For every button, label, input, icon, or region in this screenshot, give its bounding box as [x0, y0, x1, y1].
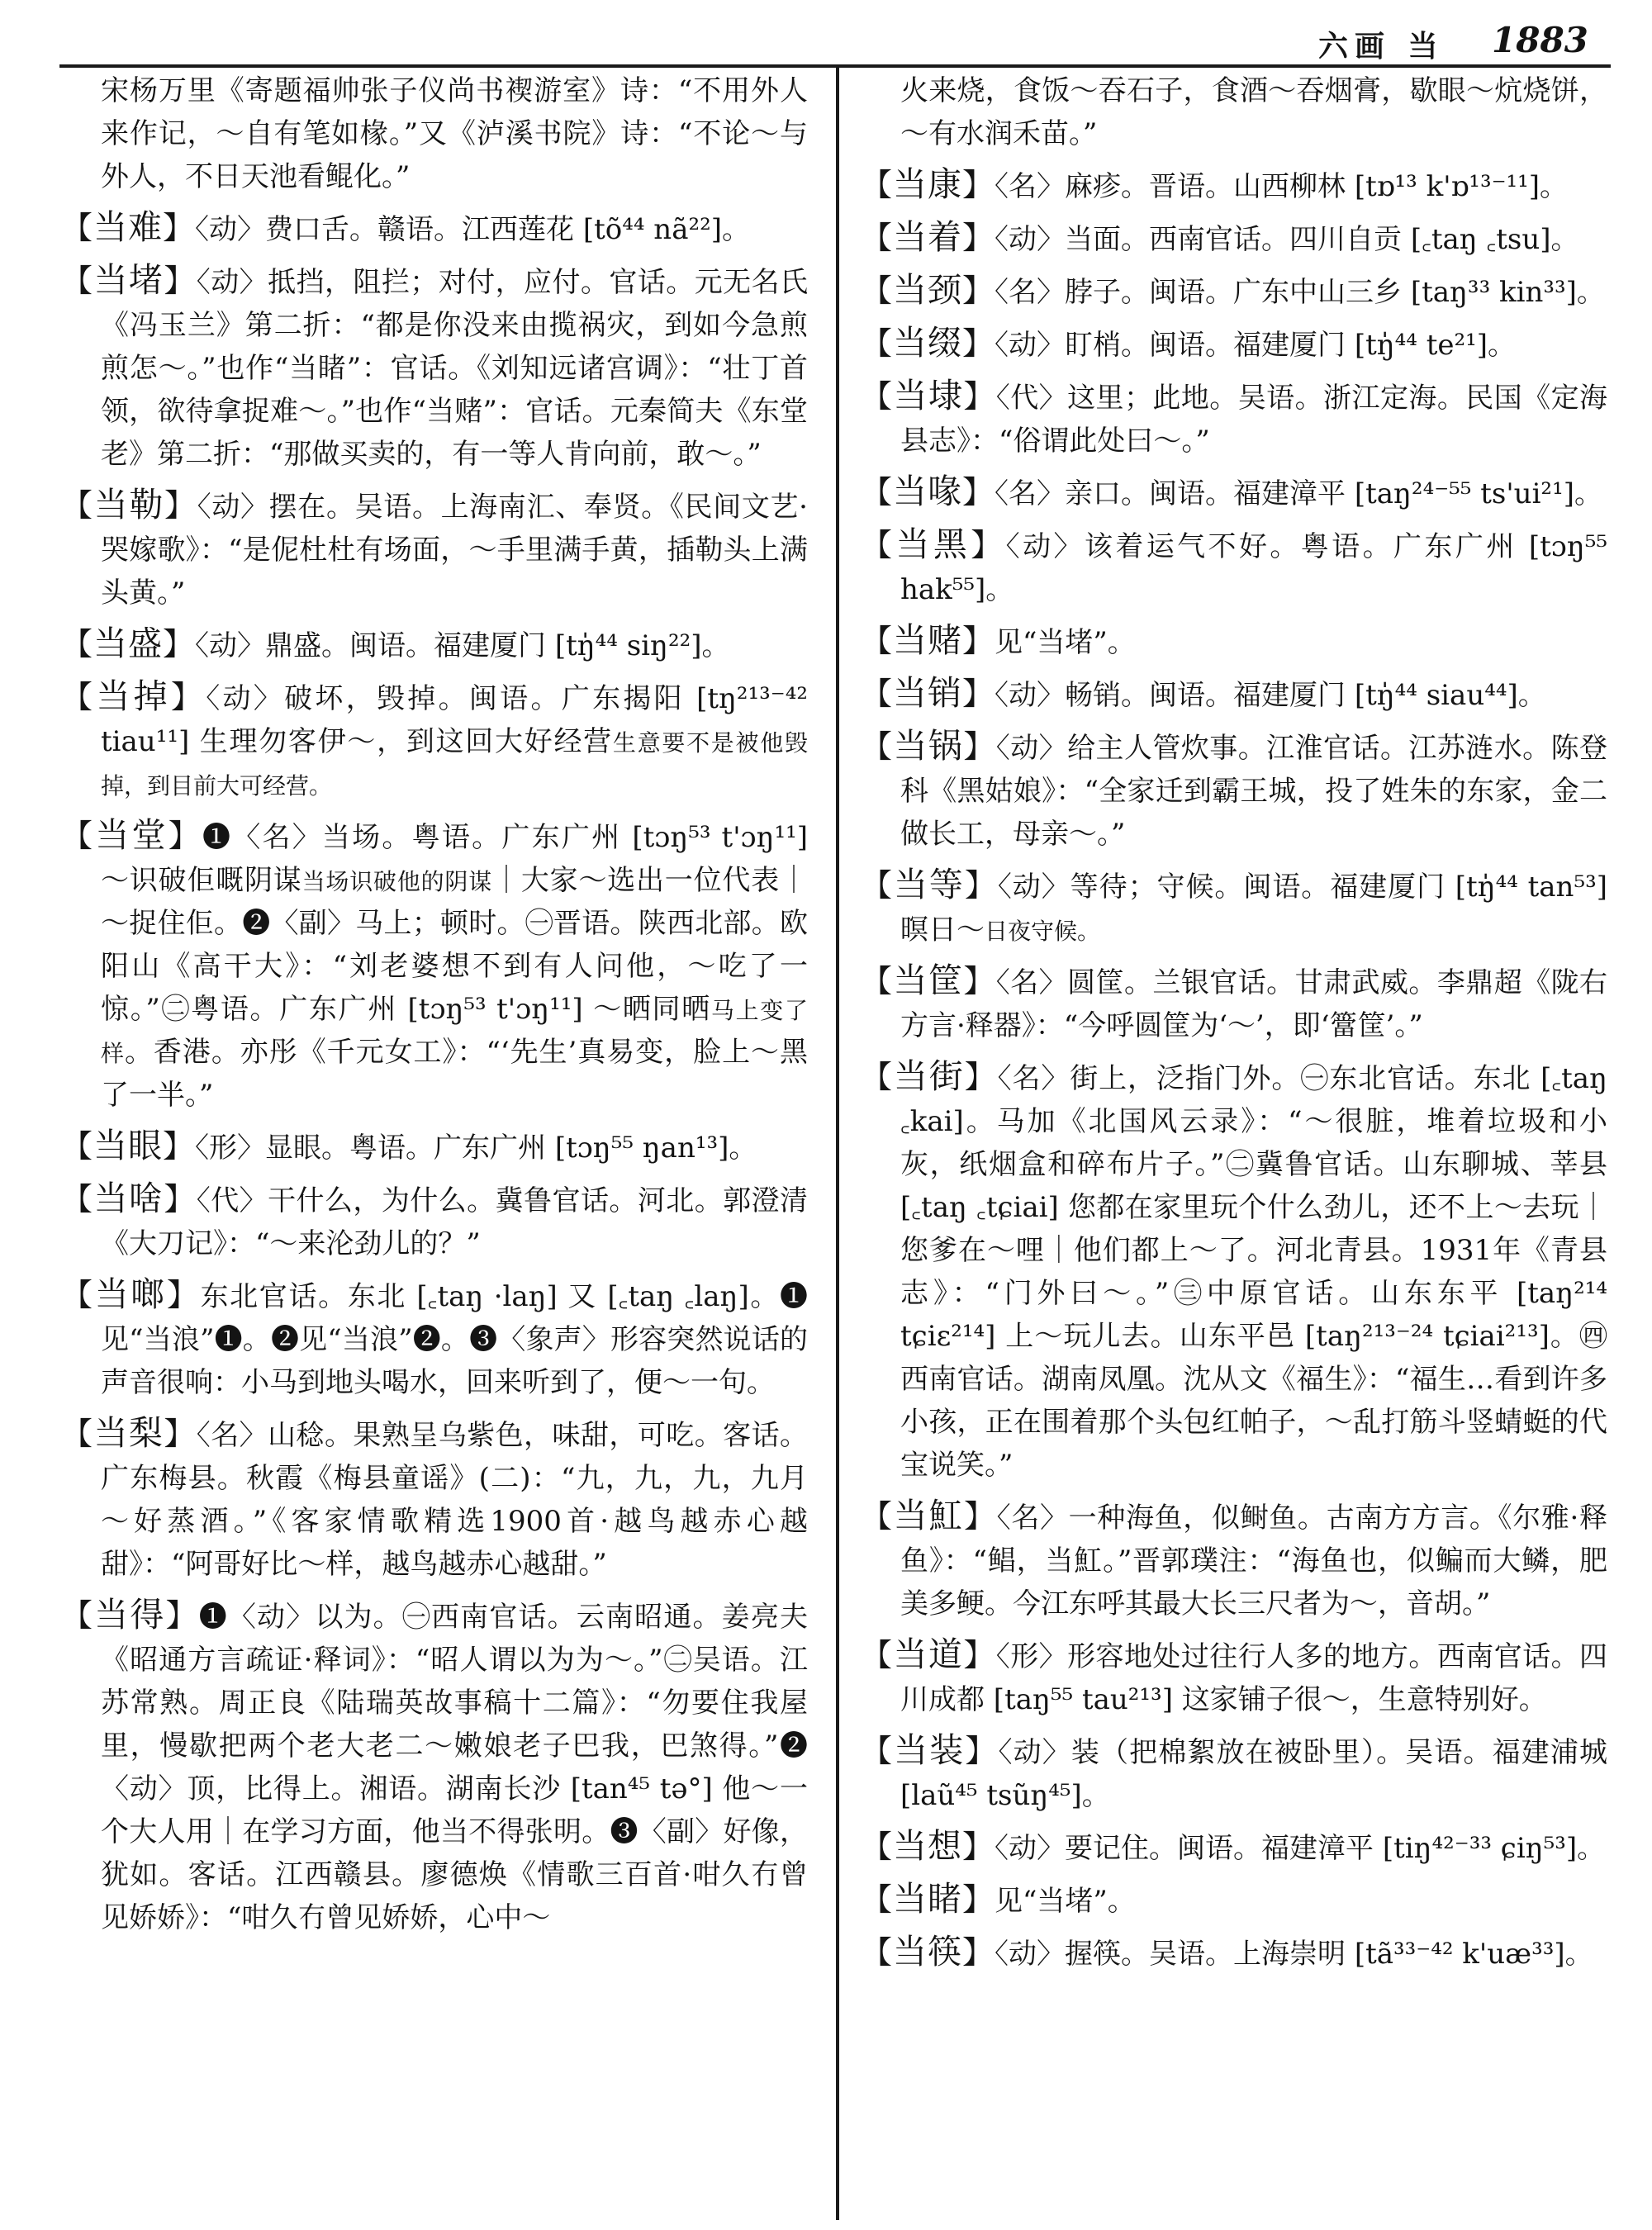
left-column: [61, 69, 808, 2217]
headword-text: 当赌: [893, 620, 963, 660]
headword-text: 当埭: [893, 376, 964, 415]
entry-headword: 【当勒】: [61, 485, 197, 524]
headword-text: 当等: [893, 865, 965, 904]
dictionary-entry: [61, 1593, 808, 1939]
entry-headword: 【当盛】: [61, 624, 196, 663]
dictionary-entry: [861, 374, 1607, 463]
entry-definition: 〈动〉畅销。闽语。福建厦门 [tŋ̍⁴⁴ siau⁴⁴]。: [995, 679, 1546, 712]
dictionary-entry: [61, 1124, 808, 1170]
entry-definition: 〈动〉鼎盛。闽语。福建厦门 [tŋ̍⁴⁴ siŋ²²]。: [195, 629, 730, 662]
entry-headword: 【当掉】: [61, 676, 206, 716]
column-divider: [836, 64, 839, 2220]
entry-headword: 【当着】: [861, 217, 995, 257]
headword-text: 当魟: [893, 1496, 964, 1535]
headword-text: 当筐: [893, 961, 964, 1000]
dictionary-entry: [61, 1273, 808, 1404]
entry-headword: 【当难】: [61, 207, 196, 247]
headword-text: 当着: [893, 217, 963, 257]
headword-text: 当得: [94, 1595, 166, 1635]
entry-headword: 【当筐】: [861, 961, 996, 1000]
headword-text: 当眼: [93, 1126, 164, 1165]
entry-headword: 【当黑】: [861, 524, 1006, 564]
entry-headword: 【当想】: [861, 1826, 995, 1866]
dictionary-entry: [61, 206, 808, 251]
entry-definition: 〈动〉摆在。吴语。上海南汇、奉贤。《民间文艺·哭嫁歌》：“是伲杜杜有场面，～手里满手黄，插勒头上满头黄。”: [101, 491, 808, 610]
entry-headword: 【当梨】: [61, 1413, 197, 1453]
entry-headword: 【当销】: [861, 673, 995, 713]
entry-headword: 【当等】: [861, 865, 998, 904]
headword-text: 当黑: [895, 524, 971, 564]
headword-text: 当难: [93, 207, 164, 247]
entry-headword: 【当埭】: [861, 376, 996, 415]
entry-definition: 〈形〉形容地处过往行人多的地方。西南官话。四川成都 [taŋ⁵⁵ tau²¹³] 这家铺子很～，生意特别好。: [900, 1640, 1607, 1716]
entry-definition: 〈名〉麻疹。晋语。山西柳林 [tɒ¹³ k'ɒ¹³⁻¹¹]。: [995, 170, 1569, 203]
headword-text: 当掉: [96, 676, 171, 716]
dictionary-entry: [861, 268, 1607, 314]
entry-headword: 【当颈】: [861, 270, 995, 310]
dictionary-entry: [861, 671, 1607, 717]
entry-headword: 【当喙】: [861, 472, 995, 511]
dictionary-entry: [61, 483, 808, 614]
dictionary-entry: [61, 622, 808, 667]
headword-text: 当想: [893, 1826, 963, 1866]
entry-continuation: [61, 69, 808, 198]
headword-text: 当康: [893, 164, 963, 204]
dictionary-entry: [861, 1930, 1607, 1976]
headword-text: 当街: [893, 1056, 965, 1096]
entry-definition: 。香港。亦彤《千元女工》：“‘先生’真易变，脸上～黑了一半。”: [101, 1036, 808, 1112]
headword-text: 当睹: [893, 1879, 963, 1919]
dictionary-entry: [61, 259, 808, 476]
entry-definition: 宋杨万里《寄题福帅张子仪尚书褉游室》诗：“不用外人来作记，～自有笔如椽。”又《泸溪书院》诗：“不论～与外人，不日天池看鲲化。”: [101, 74, 808, 193]
gloss-note: 当场识破他的阴谋: [301, 868, 493, 895]
headword-text: 当啷: [94, 1274, 167, 1314]
dictionary-entry: [61, 1177, 808, 1265]
headword-text: 当缀: [893, 323, 963, 363]
entry-definition: 东北官话。东北 [꜀taŋ ·laŋ] 又 [꜀taŋ ꜀laŋ]。❶见“当浪”❶。❷见“当浪”❷。❸〈象声〉形容突然说话的声音很响：小马到地头喝水，回来听到了，便～一句。: [101, 1280, 808, 1399]
headword-text: 当销: [893, 673, 963, 713]
entry-definition: 〈名〉亲口。闽语。福建漳平 [taŋ²⁴⁻⁵⁵ ts'ui²¹]。: [995, 477, 1602, 510]
dictionary-entry: [61, 814, 808, 1117]
headword-text: 当装: [894, 1730, 966, 1770]
entry-definition: 〈代〉这里；此地。吴语。浙江定海。民国《定海县志》：“俗谓此处曰～。”: [900, 382, 1607, 458]
headword-text: 当勒: [93, 485, 164, 524]
headword-text: 当梨: [93, 1413, 164, 1453]
entry-continuation: [861, 69, 1607, 155]
entry-headword: 【当康】: [861, 164, 995, 204]
headword-text: 当喙: [893, 472, 963, 511]
running-header-section: 六画 当: [1318, 30, 1445, 64]
dictionary-entry: [861, 163, 1607, 208]
headword-text: 当盛: [93, 624, 164, 663]
headword-text: 当道: [893, 1635, 964, 1674]
dictionary-entry: [861, 1055, 1607, 1487]
entry-definition: 〈动〉等待；守候。闽语。福建厦门 [tŋ̍⁴⁴ tan⁵³] 暝日～: [900, 871, 1607, 947]
gloss-note: 生意要不是被他毁掉，到目前大可经营。: [101, 729, 808, 799]
entry-headword: 【当啥】: [61, 1179, 197, 1218]
headword-text: 当筷: [893, 1932, 963, 1971]
entry-headword: 【当街】: [861, 1056, 998, 1096]
dictionary-entry: [861, 1877, 1607, 1923]
entry-definition: 〈动〉破坏，毁掉。闽语。广东揭阳 [tŋ²¹³⁻⁴² tiau¹¹] 生理勿客伊～，到这回大好经营: [101, 682, 808, 758]
right-column: [861, 69, 1607, 2217]
entry-definition: 见“当堵”。: [995, 1885, 1136, 1918]
entry-definition: 〈名〉圆筐。兰银官话。甘肃武威。李鼎超《陇右方言·释器》：“今呼圆筐为‘～’，即‘簹筐’。”: [900, 966, 1607, 1042]
dictionary-entry: [861, 619, 1607, 664]
entry-definition: 〈动〉要记住。闽语。福建漳平 [tiŋ⁴²⁻³³ ɕiŋ⁵³]。: [995, 1832, 1606, 1865]
dictionary-entry: [861, 1824, 1607, 1870]
entry-definition: 〈代〉干什么，为什么。冀鲁官话。河北。郭澄清《大刀记》：“～来沦劲儿的？”: [101, 1184, 808, 1260]
entry-definition: 火来烧，食饭～吞石子，食酒～吞烟膏，歇眼～炕烧饼，～有水润禾苗。”: [900, 74, 1607, 150]
entry-definition: 〈动〉握筷。吴语。上海崇明 [tã³³⁻⁴² k'uæ³³]。: [995, 1938, 1593, 1971]
page-number: 1883: [1492, 20, 1588, 60]
headword-text: 当堵: [93, 260, 164, 300]
entry-definition: 〈名〉山稔。果熟呈乌紫色，味甜，可吃。客话。广东梅县。秋霞《梅县童谣》(二)：“九，九，九，九月～好蒸酒。”《客家情歌精选1900首·越鸟越赤心越甜》：“阿哥好比～样，越鸟越赤心越甜。”: [101, 1419, 808, 1581]
headword-text: 当堂: [95, 815, 169, 855]
entry-headword: 【当睹】: [861, 1879, 995, 1919]
entry-definition: 〈动〉费口舌。赣语。江西莲花 [tõ⁴⁴ nã²²]。: [195, 213, 750, 246]
entry-headword: 【当啷】: [61, 1274, 201, 1314]
entry-definition: 〈动〉盯梢。闽语。福建厦门 [tŋ̍⁴⁴ te²¹]。: [995, 329, 1517, 362]
entry-definition: 见“当堵”。: [995, 626, 1136, 659]
entry-headword: 【当魟】: [861, 1496, 997, 1535]
gloss-note: 日夜守候。: [985, 918, 1101, 945]
dictionary-entry: [861, 1633, 1607, 1721]
entry-definition: 〈名〉脖子。闽语。广东中山三乡 [taŋ³³ kin³³]。: [995, 276, 1605, 309]
entry-headword: 【当道】: [861, 1635, 996, 1674]
entry-definition: 〈动〉当面。西南官话。四川自贡 [꜀taŋ ꜀tsu]。: [995, 223, 1579, 256]
dictionary-entry: [61, 675, 808, 806]
entry-headword: 【当锅】: [861, 726, 996, 766]
dictionary-entry: [861, 216, 1607, 261]
entry-definition: ❶〈动〉以为。㊀西南官话。云南昭通。姜亮夫《昭通方言疏证·释词》：“昭人谓以为为～。”㊁吴语。江苏常熟。周正良《陆瑞英故事稿十二篇》：“勿要住我屋里，慢歇把两个老大老二～嫩娘老子巴我，巴煞得。”❷〈动〉顶，比得上。湘语。湖南长沙 [tan⁴⁵ tə°] 他～一个大人用｜在学习方面，他当不得张明。❸〈副〉好像，犹如。客话。江西赣县。廖德焕《情歌三百首·咁久冇曾见娇娇》：“咁久冇曾见娇娇，心中～: [101, 1601, 808, 1934]
entry-definition: 〈动〉抵挡，阻拦；对付，应付。官话。元无名氏《冯玉兰》第二折：“都是你没来由揽祸灾，到如今急煎煎怎～。”也作“当睹”：官话。《刘知远诸宫调》：“壮丁首领，欲待拿捉难～。”也作“当赌”：官话。元秦简夫《东堂老》第二折：“那做买卖的，有一等人肯向前，敢～。”: [101, 266, 808, 471]
entry-headword: 【当赌】: [861, 620, 995, 660]
dictionary-entry: [861, 1494, 1607, 1625]
entry-definition: 〈动〉给主人管炊事。江淮官话。江苏涟水。陈登科《黑姑娘》：“全家迁到霸王城，投了姓朱的东家，金二做长工，母亲～。”: [900, 732, 1607, 851]
entry-headword: 【当缀】: [861, 323, 995, 363]
entry-definition: ❶〈名〉当场。粤语。广东广州 [tɔŋ⁵³ t'ɔŋ¹¹] ～识破佢嘅阴谋: [101, 821, 808, 897]
entry-definition: 〈动〉装（把棉絮放在被卧里）。吴语。福建浦城 [laũ⁴⁵ tsũŋ⁴⁵]。: [900, 1736, 1607, 1812]
entry-definition: ｜大家～选出一位代表｜～捉住佢。❷〈副〉马上；顿时。㊀晋语。陕西北部。欧阳山《高干大》：“刘老婆想不到有人问他，～吃了一惊。”㊁粤语。广东广州 [tɔŋ⁵³ t'ɔŋ¹¹] ～晒同晒: [101, 864, 808, 1026]
entry-definition: 〈动〉该着运气不好。粤语。广东广州 [tɔŋ⁵⁵ hak⁵⁵]。: [900, 530, 1607, 606]
entry-headword: 【当装】: [861, 1730, 999, 1770]
headword-text: 当啥: [93, 1179, 164, 1218]
dictionary-entry: [61, 1412, 808, 1586]
entry-definition: 〈名〉一种海鱼，似鲥鱼。古南方方言。《尔雅·释鱼》：“鲳，当魟。”晋郭璞注：“海鱼也，似鳊而大鳞，肥美多鲠。今江东呼其最大长三尺者为～，音胡。”: [900, 1502, 1607, 1620]
headword-text: 当颈: [893, 270, 963, 310]
dictionary-entry: [861, 1729, 1607, 1817]
dictionary-entry: [861, 321, 1607, 367]
dictionary-entry: [861, 959, 1607, 1047]
entry-headword: 【当眼】: [61, 1126, 196, 1165]
entry-definition: 〈名〉街上，泛指门外。㊀东北官话。东北 [꜀taŋ ꜀kai]。马加《北国风云录》：“～很脏，堆着垃圾和小灰，纸烟盒和碎布片子。”㊁冀鲁官话。山东聊城、莘县 [꜀taŋ ꜀tɕiai] 您都在家里玩个什么劲儿，还不上～去玩｜您爹在～哩｜他们都上～了。河北青县。1931年《青县志》：“门外曰～。”㊂中原官话。山东东平 [taŋ²¹⁴ tɕiɛ²¹⁴] 上～玩儿去。山东平邑 [taŋ²¹³⁻²⁴ tɕiai²¹³]。㊃西南官话。湖南凤凰。沈从文《福生》：“福生…看到许多小孩，正在围着那个头包红帕子，～乱打筋斗竖蜻蜓的代宝说笑。”: [900, 1062, 1607, 1482]
dictionary-entry: [861, 523, 1607, 611]
entry-headword: 【当堂】: [61, 815, 202, 855]
dictionary-entry: [861, 724, 1607, 856]
headword-text: 当锅: [893, 726, 964, 766]
entry-definition: 〈形〉显眼。粤语。广东广州 [tɔŋ⁵⁵ ŋan¹³]。: [195, 1132, 757, 1165]
header-rule: [59, 64, 1611, 68]
dictionary-entry: [861, 470, 1607, 515]
entry-headword: 【当得】: [61, 1595, 199, 1635]
entry-headword: 【当堵】: [61, 260, 197, 300]
entry-headword: 【当筷】: [861, 1932, 995, 1971]
dictionary-entry: [861, 863, 1607, 951]
gloss-note: 马上变了样: [101, 997, 808, 1067]
